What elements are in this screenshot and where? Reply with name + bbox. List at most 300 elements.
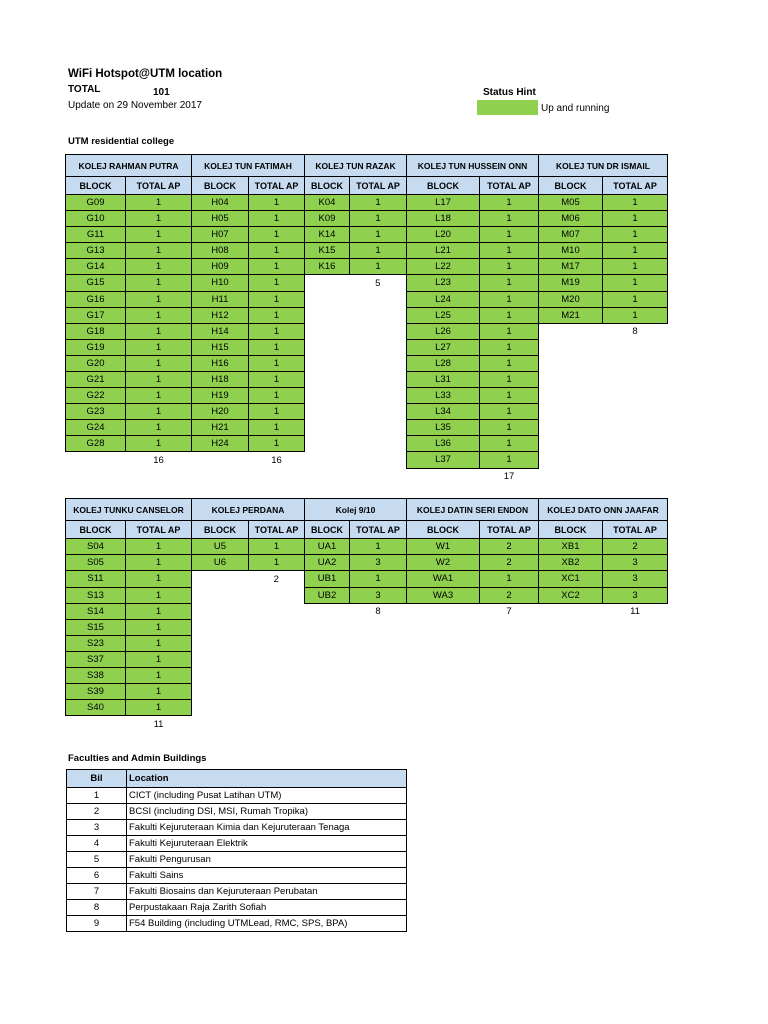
faculty-number: 7: [67, 884, 127, 900]
empty-cell: [305, 420, 350, 436]
faculty-location: Fakulti Kejuruteraan Kimia dan Kejuruteraan Tenaga: [127, 820, 407, 836]
block-cell: L24: [407, 291, 480, 307]
empty-cell: [249, 716, 305, 733]
empty-cell: [350, 700, 407, 716]
total-ap-cell: 1: [126, 356, 192, 372]
total-ap-cell: 1: [126, 323, 192, 340]
block-cell: S38: [66, 668, 126, 684]
block-cell: S11: [66, 571, 126, 588]
block-cell: G22: [66, 388, 126, 404]
empty-cell: [603, 684, 668, 700]
total-ap-cell: 3: [350, 587, 407, 603]
block-cell: M05: [539, 195, 603, 211]
total-ap-cell: 1: [126, 307, 192, 323]
empty-cell: [249, 587, 305, 603]
empty-cell: [350, 340, 407, 356]
block-cell: M07: [539, 227, 603, 243]
block-cell: L37: [407, 452, 480, 469]
total-ap-cell: 1: [350, 211, 407, 227]
block-cell: G21: [66, 372, 126, 388]
total-ap-cell: 1: [480, 259, 539, 275]
block-cell: G19: [66, 340, 126, 356]
total-ap-column-header: TOTAL AP: [126, 521, 192, 539]
block-cell: S05: [66, 555, 126, 571]
sum-spacer: [192, 452, 249, 469]
college-total: 8: [632, 326, 638, 337]
total-ap-cell: 1: [249, 323, 305, 340]
block-cell: G28: [66, 436, 126, 452]
empty-cell: [603, 404, 668, 420]
residential-college-table-1: [65, 154, 668, 485]
sum-spacer: [407, 603, 480, 620]
faculty-number: 4: [67, 836, 127, 852]
empty-cell: [603, 716, 668, 733]
total-ap-cell: 1: [249, 291, 305, 307]
total-ap-cell: 1: [126, 603, 192, 620]
block-cell: K16: [305, 259, 350, 275]
empty-cell: [539, 436, 603, 452]
empty-cell: [305, 468, 350, 485]
total-ap-cell: 3: [603, 571, 668, 588]
empty-cell: [350, 716, 407, 733]
block-cell: L36: [407, 436, 480, 452]
empty-cell: [249, 620, 305, 636]
empty-cell: [192, 684, 249, 700]
block-cell: L25: [407, 307, 480, 323]
empty-cell: [407, 620, 480, 636]
block-cell: G11: [66, 227, 126, 243]
total-ap-column-header: TOTAL AP: [126, 177, 192, 195]
block-cell: M21: [539, 307, 603, 323]
empty-cell: [305, 323, 350, 340]
empty-cell: [192, 636, 249, 652]
empty-cell: [407, 700, 480, 716]
faculty-location: CICT (including Pusat Latihan UTM): [127, 788, 407, 804]
empty-cell: [603, 356, 668, 372]
total-ap-cell: 1: [350, 243, 407, 259]
faculty-number: 1: [67, 788, 127, 804]
total-ap-column-header: TOTAL AP: [249, 521, 305, 539]
college-total: 16: [271, 454, 282, 466]
college-header: KOLEJ TUN DR ISMAIL: [539, 155, 668, 177]
empty-cell: [539, 468, 603, 485]
total-ap-cell: 1: [126, 668, 192, 684]
empty-cell: [305, 668, 350, 684]
empty-cell: [480, 684, 539, 700]
total-ap-cell: 1: [126, 684, 192, 700]
block-cell: H21: [192, 420, 249, 436]
college-header: KOLEJ TUN RAZAK: [305, 155, 407, 177]
block-cell: K04: [305, 195, 350, 211]
block-cell: L23: [407, 275, 480, 292]
block-cell: G15: [66, 275, 126, 292]
empty-cell: [603, 668, 668, 684]
total-ap-cell: 1: [350, 195, 407, 211]
sum-spacer: [192, 571, 249, 588]
faculty-location: Perpustakaan Raja Zarith Sofiah: [127, 900, 407, 916]
total-ap-cell: 3: [350, 555, 407, 571]
faculty-number: 8: [67, 900, 127, 916]
block-column-header: BLOCK: [66, 177, 126, 195]
block-cell: S04: [66, 539, 126, 555]
empty-cell: [539, 652, 603, 668]
college-total: 11: [153, 718, 164, 730]
total-ap-cell: 1: [126, 571, 192, 588]
total-ap-cell: 1: [249, 372, 305, 388]
empty-cell: [350, 652, 407, 668]
block-cell: WA1: [407, 571, 480, 588]
total-ap-cell: 1: [126, 259, 192, 275]
empty-cell: [603, 388, 668, 404]
college-total: 2: [273, 573, 279, 585]
faculty-number: 9: [67, 916, 127, 932]
total-ap-column-header: TOTAL AP: [603, 177, 668, 195]
college-total: 5: [375, 277, 381, 289]
empty-cell: [305, 291, 350, 307]
block-cell: L21: [407, 243, 480, 259]
faculty-number: 3: [67, 820, 127, 836]
total-ap-cell: 1: [249, 555, 305, 571]
block-cell: M06: [539, 211, 603, 227]
total-ap-cell: 1: [126, 388, 192, 404]
total-ap-cell: 1: [249, 243, 305, 259]
empty-cell: [249, 603, 305, 620]
empty-cell: [480, 636, 539, 652]
status-hint-text: Up and running: [541, 103, 610, 114]
empty-cell: [192, 468, 249, 485]
empty-cell: [539, 684, 603, 700]
total-ap-cell: 1: [480, 404, 539, 420]
total-ap-cell: 1: [126, 436, 192, 452]
block-cell: G13: [66, 243, 126, 259]
block-cell: K15: [305, 243, 350, 259]
total-ap-cell: 1: [480, 227, 539, 243]
empty-cell: [192, 668, 249, 684]
block-cell: H18: [192, 372, 249, 388]
block-cell: G17: [66, 307, 126, 323]
total-ap-column-header: TOTAL AP: [603, 521, 668, 539]
total-ap-cell: 1: [603, 211, 668, 227]
total-ap-cell: 1: [126, 372, 192, 388]
block-cell: G16: [66, 291, 126, 307]
college-header: KOLEJ PERDANA: [192, 499, 305, 521]
block-cell: G14: [66, 259, 126, 275]
empty-cell: [539, 452, 603, 469]
block-cell: W1: [407, 539, 480, 555]
empty-cell: [603, 652, 668, 668]
faculties-section-title: Faculties and Admin Buildings: [68, 753, 207, 764]
block-cell: H14: [192, 323, 249, 340]
bil-header: Bil: [67, 770, 127, 788]
block-cell: UA1: [305, 539, 350, 555]
total-ap-cell: 1: [480, 436, 539, 452]
block-cell: L18: [407, 211, 480, 227]
block-cell: H15: [192, 340, 249, 356]
block-cell: L34: [407, 404, 480, 420]
total-ap-cell: 1: [480, 307, 539, 323]
total-ap-cell: 1: [249, 227, 305, 243]
block-cell: H10: [192, 275, 249, 292]
status-hint-label: Status Hint: [483, 87, 536, 98]
total-ap-cell: 1: [480, 388, 539, 404]
empty-cell: [350, 620, 407, 636]
page-title: WiFi Hotspot@UTM location: [68, 68, 223, 80]
total-ap-cell: 2: [480, 555, 539, 571]
total-ap-cell: 1: [480, 340, 539, 356]
total-ap-cell: 1: [249, 195, 305, 211]
total-ap-cell: 1: [126, 211, 192, 227]
empty-cell: [350, 468, 407, 485]
empty-cell: [305, 700, 350, 716]
empty-cell: [350, 323, 407, 340]
total-ap-cell: 1: [480, 291, 539, 307]
empty-cell: [539, 700, 603, 716]
college-total: 11: [630, 606, 640, 617]
total-label: TOTAL: [68, 84, 101, 95]
total-ap-cell: 3: [603, 555, 668, 571]
block-cell: M10: [539, 243, 603, 259]
empty-cell: [305, 620, 350, 636]
total-ap-cell: 1: [126, 555, 192, 571]
empty-cell: [350, 291, 407, 307]
college-header: KOLEJ DATO ONN JAAFAR: [539, 499, 668, 521]
empty-cell: [407, 684, 480, 700]
total-ap-cell: 1: [603, 307, 668, 323]
empty-cell: [539, 340, 603, 356]
college-total: 7: [506, 606, 512, 617]
empty-cell: [305, 307, 350, 323]
empty-cell: [350, 668, 407, 684]
empty-cell: [305, 356, 350, 372]
empty-cell: [350, 436, 407, 452]
empty-cell: [539, 620, 603, 636]
empty-cell: [539, 372, 603, 388]
block-column-header: BLOCK: [192, 177, 249, 195]
total-ap-cell: 1: [480, 571, 539, 588]
empty-cell: [305, 652, 350, 668]
empty-cell: [603, 452, 668, 469]
empty-cell: [350, 420, 407, 436]
total-value: 101: [153, 87, 170, 98]
empty-cell: [305, 404, 350, 420]
block-cell: H11: [192, 291, 249, 307]
block-cell: WA3: [407, 587, 480, 603]
empty-cell: [249, 652, 305, 668]
faculty-number: 2: [67, 804, 127, 820]
empty-cell: [249, 684, 305, 700]
empty-cell: [603, 436, 668, 452]
college-header: KOLEJ RAHMAN PUTRA: [66, 155, 192, 177]
empty-cell: [305, 716, 350, 733]
total-ap-cell: 2: [603, 539, 668, 555]
block-cell: W2: [407, 555, 480, 571]
block-cell: L27: [407, 340, 480, 356]
college-total: 16: [153, 454, 164, 466]
sum-spacer: [66, 716, 126, 733]
block-cell: UB1: [305, 571, 350, 588]
empty-cell: [305, 436, 350, 452]
faculty-location: Fakulti Sains: [127, 868, 407, 884]
total-ap-cell: 1: [480, 211, 539, 227]
empty-cell: [192, 716, 249, 733]
empty-cell: [407, 668, 480, 684]
empty-cell: [305, 340, 350, 356]
empty-cell: [480, 668, 539, 684]
empty-cell: [249, 636, 305, 652]
sum-spacer: [539, 603, 603, 620]
total-ap-cell: 1: [480, 420, 539, 436]
block-cell: G10: [66, 211, 126, 227]
empty-cell: [603, 340, 668, 356]
college-header: KOLEJ TUN HUSSEIN ONN: [407, 155, 539, 177]
total-ap-cell: 1: [126, 243, 192, 259]
total-ap-cell: 1: [126, 636, 192, 652]
block-cell: XC1: [539, 571, 603, 588]
location-header: Location: [127, 770, 407, 788]
total-ap-cell: 1: [126, 291, 192, 307]
block-cell: K09: [305, 211, 350, 227]
total-ap-cell: 1: [126, 620, 192, 636]
block-cell: L20: [407, 227, 480, 243]
total-ap-cell: 1: [249, 420, 305, 436]
total-ap-cell: 1: [480, 195, 539, 211]
total-ap-cell: 1: [126, 539, 192, 555]
total-ap-cell: 1: [480, 323, 539, 340]
block-cell: U6: [192, 555, 249, 571]
block-cell: L35: [407, 420, 480, 436]
empty-cell: [350, 356, 407, 372]
empty-cell: [305, 388, 350, 404]
empty-cell: [305, 684, 350, 700]
empty-cell: [539, 636, 603, 652]
block-column-header: BLOCK: [305, 177, 350, 195]
empty-cell: [603, 700, 668, 716]
empty-cell: [407, 652, 480, 668]
college-total: 17: [503, 471, 515, 482]
empty-cell: [350, 372, 407, 388]
block-cell: H24: [192, 436, 249, 452]
faculty-number: 6: [67, 868, 127, 884]
total-ap-cell: 1: [603, 195, 668, 211]
empty-cell: [480, 652, 539, 668]
block-cell: K14: [305, 227, 350, 243]
empty-cell: [539, 716, 603, 733]
empty-cell: [192, 603, 249, 620]
block-cell: G18: [66, 323, 126, 340]
block-column-header: BLOCK: [539, 521, 603, 539]
block-cell: H19: [192, 388, 249, 404]
faculty-number: 5: [67, 852, 127, 868]
empty-cell: [539, 404, 603, 420]
empty-cell: [603, 636, 668, 652]
block-cell: H04: [192, 195, 249, 211]
block-cell: L31: [407, 372, 480, 388]
total-ap-cell: 2: [480, 539, 539, 555]
block-column-header: BLOCK: [305, 521, 350, 539]
empty-cell: [603, 468, 668, 485]
empty-cell: [66, 468, 126, 485]
block-cell: UA2: [305, 555, 350, 571]
sum-spacer: [407, 468, 480, 485]
block-cell: G23: [66, 404, 126, 420]
total-ap-cell: 1: [249, 307, 305, 323]
total-ap-cell: 1: [126, 275, 192, 292]
total-ap-cell: 1: [126, 420, 192, 436]
total-ap-cell: 1: [350, 259, 407, 275]
college-header: KOLEJ TUNKU CANSELOR: [66, 499, 192, 521]
empty-cell: [350, 684, 407, 700]
block-cell: H12: [192, 307, 249, 323]
block-cell: H07: [192, 227, 249, 243]
empty-cell: [480, 716, 539, 733]
total-ap-cell: 1: [249, 539, 305, 555]
empty-cell: [305, 372, 350, 388]
block-cell: UB2: [305, 587, 350, 603]
total-ap-column-header: TOTAL AP: [350, 177, 407, 195]
empty-cell: [350, 404, 407, 420]
empty-cell: [480, 700, 539, 716]
block-cell: L28: [407, 356, 480, 372]
sum-spacer: [305, 603, 350, 620]
sum-spacer: [539, 323, 603, 340]
block-cell: L22: [407, 259, 480, 275]
total-ap-cell: 1: [249, 340, 305, 356]
total-ap-cell: 1: [480, 372, 539, 388]
total-ap-cell: 1: [126, 652, 192, 668]
empty-cell: [539, 356, 603, 372]
block-column-header: BLOCK: [192, 521, 249, 539]
total-ap-cell: 1: [249, 404, 305, 420]
empty-cell: [192, 587, 249, 603]
faculty-location: Fakulti Pengurusan: [127, 852, 407, 868]
empty-cell: [539, 668, 603, 684]
total-ap-cell: 1: [350, 227, 407, 243]
total-ap-cell: 1: [480, 275, 539, 292]
faculty-location: BCSI (including DSI, MSI, Rumah Tropika): [127, 804, 407, 820]
faculty-location: Fakulti Kejuruteraan Elektrik: [127, 836, 407, 852]
block-column-header: BLOCK: [407, 521, 480, 539]
block-cell: XB1: [539, 539, 603, 555]
sum-spacer: [305, 275, 350, 292]
college-total: 8: [375, 606, 381, 617]
empty-cell: [350, 636, 407, 652]
block-cell: S13: [66, 587, 126, 603]
total-ap-cell: 1: [249, 436, 305, 452]
empty-cell: [603, 420, 668, 436]
total-ap-cell: 1: [603, 275, 668, 292]
update-date: Update on 29 November 2017: [68, 100, 202, 111]
empty-cell: [407, 636, 480, 652]
total-ap-cell: 1: [480, 452, 539, 469]
empty-cell: [305, 452, 350, 469]
total-ap-cell: 2: [480, 587, 539, 603]
block-cell: H16: [192, 356, 249, 372]
block-cell: U5: [192, 539, 249, 555]
empty-cell: [350, 307, 407, 323]
block-cell: S37: [66, 652, 126, 668]
block-cell: M20: [539, 291, 603, 307]
empty-cell: [407, 716, 480, 733]
total-ap-column-header: TOTAL AP: [480, 177, 539, 195]
residential-section-title: UTM residential college: [68, 136, 175, 147]
block-cell: M19: [539, 275, 603, 292]
total-ap-column-header: TOTAL AP: [480, 521, 539, 539]
block-cell: H20: [192, 404, 249, 420]
total-ap-cell: 1: [603, 227, 668, 243]
empty-cell: [603, 372, 668, 388]
empty-cell: [539, 420, 603, 436]
empty-cell: [192, 652, 249, 668]
